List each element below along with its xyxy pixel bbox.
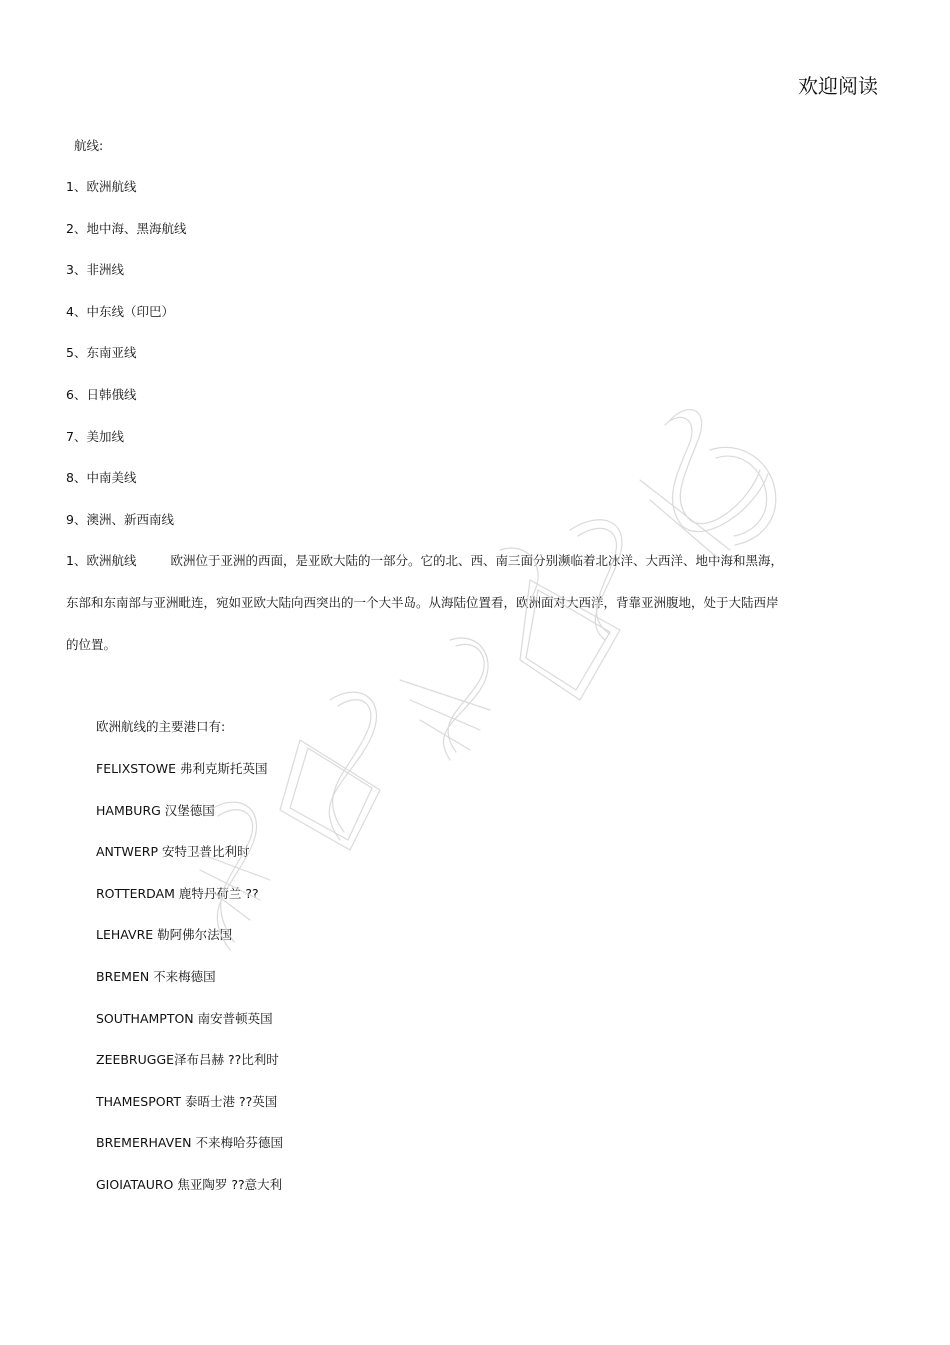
port-item: BREMEN 不来梅德国 xyxy=(96,969,216,984)
port-item: ROTTERDAM 鹿特丹荷兰 ?? xyxy=(96,886,259,901)
europe-paragraph-line-3: 的位置。 xyxy=(66,637,117,652)
route-item: 7、美加线 xyxy=(66,429,124,444)
route-item: 2、地中海、黑海航线 xyxy=(66,221,187,236)
page-header-title: 欢迎阅读 xyxy=(798,74,878,98)
route-item: 9、澳洲、新西南线 xyxy=(66,512,174,527)
port-item: THAMESPORT 泰晤士港 ??英国 xyxy=(96,1094,278,1109)
route-item: 8、中南美线 xyxy=(66,470,137,485)
route-item: 1、欧洲航线 xyxy=(66,179,137,194)
route-item: 3、非洲线 xyxy=(66,262,124,277)
routes-heading: 航线: xyxy=(74,138,104,153)
europe-paragraph-line-2: 东部和东南部与亚洲毗连，宛如亚欧大陆向西突出的一个大半岛。从海陆位置看，欧洲面对大西洋，背靠亚洲腹地，处于大陆西岸 xyxy=(66,595,779,610)
europe-text-1: 欧洲位于亚洲的西面，是亚欧大陆的一部分。它的北、西、南三面分别濒临着北冰洋、大西洋、地中海和黑海， xyxy=(170,553,783,568)
port-item: SOUTHAMPTON 南安普顿英国 xyxy=(96,1011,273,1026)
port-item: LEHAVRE 勒阿佛尔法国 xyxy=(96,927,233,942)
route-item: 4、中东线（印巴） xyxy=(66,304,174,319)
port-item: HAMBURG 汉堡德国 xyxy=(96,803,215,818)
port-item: GIOIATAURO 焦亚陶罗 ??意大利 xyxy=(96,1177,283,1192)
route-item: 6、日韩俄线 xyxy=(66,387,137,402)
ports-heading: 欧洲航线的主要港口有: xyxy=(96,719,226,734)
port-item: BREMERHAVEN 不来梅哈芬德国 xyxy=(96,1135,283,1150)
europe-label: 1、欧洲航线 xyxy=(66,553,137,568)
port-item: FELIXSTOWE 弗利克斯托英国 xyxy=(96,761,268,776)
port-item: ZEEBRUGGE泽布吕赫 ??比利时 xyxy=(96,1052,279,1067)
port-item: ANTWERP 安特卫普比利时 xyxy=(96,844,250,859)
europe-paragraph-line-1 xyxy=(66,552,826,570)
route-item: 5、东南亚线 xyxy=(66,345,137,360)
